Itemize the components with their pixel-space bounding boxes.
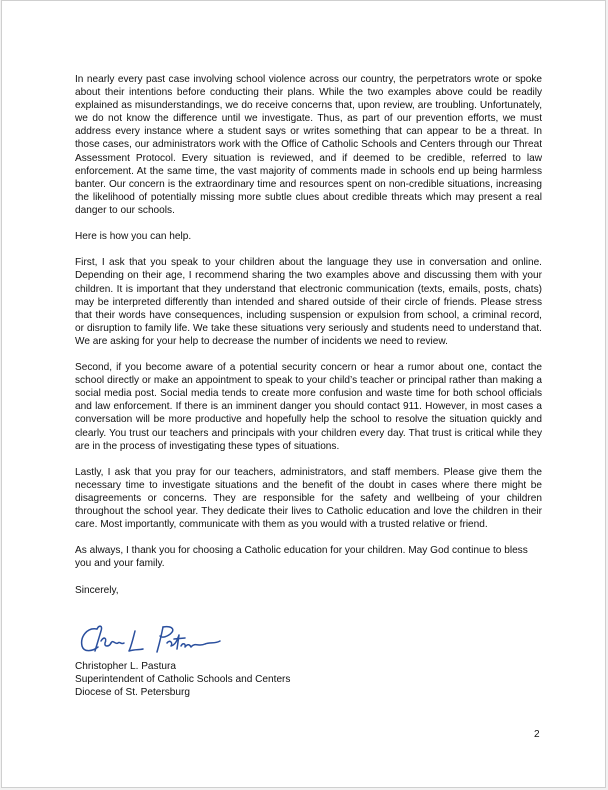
- closing-salutation: Sincerely,: [75, 584, 119, 596]
- paragraph-third-request: Lastly, I ask that you pray for our teachers, administrators, and staff members. Please give them the necessary time to investigate situations and the benefit of the doubt in cases where there might be disagreements or concerns. They are responsible for the safety and wellbeing of your children throughout the school year. They dedicate their lives to Catholic education and love the children in their care. Most importantly, communicate with them as you would with a trusted relative or friend.: [75, 466, 542, 531]
- paragraph-first-request: First, I ask that you speak to your children about the language they use in conversation and online. Depending on their age, I recommend sharing the two examples above and discussing them with your children. It is important that they understand that electronic communication (texts, emails, posts, chats) may be interpreted differently than intended and shared outside of their circle of friends. Please stress that their words have consequences, including suspension or expulsion from school, a criminal record, or disruption to family life. We take these situations very seriously and students need to understand that. We are asking for your help to decrease the number of incidents we need to review.: [75, 257, 542, 347]
- signer-name: Christopher L. Pastura: [75, 661, 176, 672]
- paragraph-how-to-help: Here is how you can help.: [75, 231, 192, 243]
- paragraph-second-request: Second, if you become aware of a potential security concern or hear a rumor about one, contact the school directly or make an appointment to speak to your child’s teacher or principal rather than making a social media post. Social media tends to create more confusion and waste time for both school officials and law enforcement. If there is an imminent danger you should contact 911. However, in most cases a conversation will be more productive and hopefully help the school to resolve the situation quickly and clearly. You trust our teachers and principals with your children every day. That trust is critical while they are in the process of investigating these types of situations.: [75, 362, 542, 452]
- paragraph-threat-context: In nearly every past case involving school violence across our country, the perpetrators wrote or spoke about their intentions before conducting their plans. While the two examples above could be readily explained as misunderstandings, we do receive concerns that, upon review, are troubling. Unfortunately, we do not know the difference until we investigate. Thus, as part of our prevention efforts, we must address every instance where a student says or writes something that can appear to be a threat. In those cases, our administrators work with the Office of Catholic Schools and Centers through our Threat Assessment Protocol. Every situation is reviewed, and if deemed to be credible, referred to law enforcement. At the same time, the vast majority of comments made in schools end up being harmless banter. Our concern is the extraordinary time and resources spent on non-credible situations, increasing the likelihood of potentially missing more subtle clues about credible threats which may present a real danger to our schools.: [75, 74, 542, 216]
- paragraph-thanks: As always, I thank you for choosing a Catholic education for your children. May God continue to bless you and your family.: [75, 545, 528, 570]
- page-number: 2: [534, 729, 540, 740]
- letter-body: [75, 73, 542, 597]
- document-page: [1, 0, 606, 788]
- handwritten-signature: [77, 621, 227, 657]
- signer-organization: Diocese of St. Petersburg: [75, 687, 191, 699]
- signature-block: [75, 660, 290, 699]
- signer-title: Superintendent of Catholic Schools and Centers: [75, 674, 291, 686]
